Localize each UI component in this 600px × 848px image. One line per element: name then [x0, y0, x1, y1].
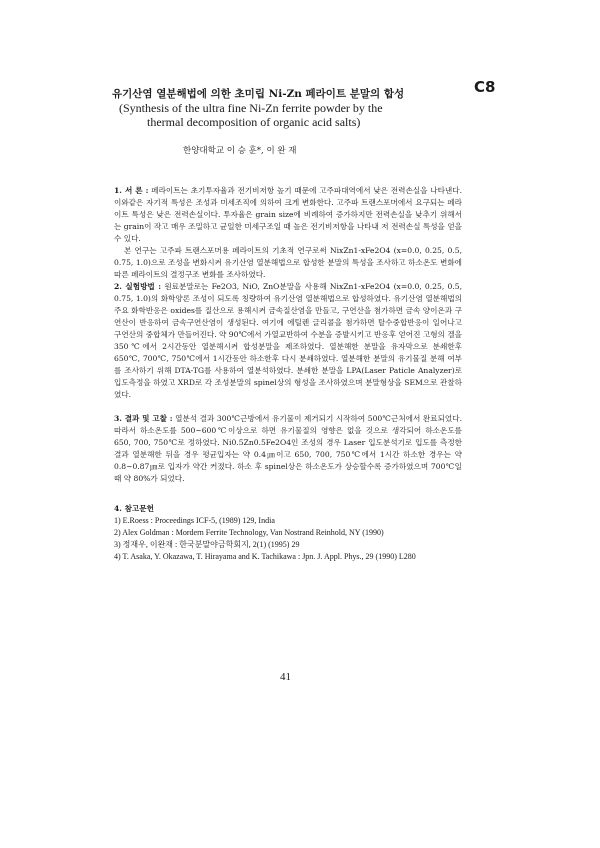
intro-text: 페라이트는 초기투자율과 전기비저항 높기 때문에 고주파대역에서 낮은 전력손실을 나타낸다. 이와같은 자기적 특성은 조성과 미세조직에 의하여 크게 변화한다. 고주파 트랜스포머에서 요구되는 페라이트 특성은 낮은 전력손실이다. 투자율은 grain size에 비례하여 증가하지만 전력손실을 낮추기 위해서는 grain이 작고 매우 조밀하고 균일한 미세구조일 때 높은 전기비저항을 나타내 저 전력손실 특성을 얻을 수 있다.	[114, 186, 463, 243]
method-paragraph	[114, 281, 462, 401]
paper-title-english	[119, 101, 479, 129]
reference-item: 2) Alex Goldman : Mordern Ferrite Technology, Van Nostrand Reinhold, NY (1990)	[114, 528, 384, 537]
paper-title-korean: 유기산염 열분해법에 의한 초미립 Ni-Zn 페라이트 분말의 합성	[112, 88, 405, 100]
reference-list	[114, 515, 462, 563]
method-heading: 2. 실험방법 :	[114, 282, 162, 291]
section-gap	[114, 401, 462, 413]
reference-item: 1) E.Roess : Proceedings ICF-5, (1989) 129, India	[114, 516, 275, 525]
result-text: 열분석 결과 300℃근방에서 유기물이 제거되기 시작하여 500℃근처에서 완료되었다. 따라서 하소온도를 500~600℃이상으로 하면 유기물질의 영향은 없을 것으로 생각되어 하소온도를 650, 700, 750℃로 정하였다. Ni0.5Zn0.5Fe2O4인 조성의 경우 Laser 입도분석기로 입도를 측정한 결과 열분해한 뒤을 경우 평균입자는 약 0.4㎛이고 650, 700, 750℃에서 1시간 하소한 경우는 약 0.8~0.87㎛로 입자가 약간 커졌다. 하소 후 spinel상은 하소온도가 상승할수록 증가하였으며 700℃일 때 약 80%가 되었다.	[114, 414, 462, 483]
method-text: 원료분말로는 Fe2O3, NiO, ZnO분말을 사용해 NixZn1-xFe2O4 (x=0.0, 0.25, 0.5, 0.75, 1.0)의 화학양론 조성이 되도록 칭량하여 유기산염 열분해법으로 합성하였다. 유기산염 열분해법의 주요 화학반응은 oxides를 질산으로 용해시켜 금속질산염을 만들고, 구연산을 첨가하면 금속 양이온과 구연산이 반응하여 금속구연산염이 생성된다. 여기에 에틸렌 글리콜을 첨가하면 탈수중합반응이 일어나고 구연산의 중합체가 만들어진다. 약 90℃에서 가열교반하여 수분을 증발시키고 반응후 얻어진 고형의 겔을 350℃에서 2시간동안 열분해시켜 합성분말을 제조하였다. 열분해한 분말을 유자막으로 분쇄한후 650℃, 700℃, 750℃에서 1시간동안 하소한후 다시 분쇄하였다. 열분해한 분말의 유기물질 분해 여부를 조사하기 위해 DTA-TG를 사용하여 열분석하였다. 분쇄한 분말을 LPA(Laser Paticle Analyzer)로 입도측정을 하였고 XRD로 각 조성분말의 spinel상의 형성을 조사하였으며 분말형상을 SEM으로 관찰하였다.	[114, 282, 462, 399]
intro-heading: 1. 서 론 :	[114, 186, 149, 195]
title-en-line-1: (Synthesis of the ultra fine Ni-Zn ferrite powder by the	[119, 101, 383, 115]
session-code: C8	[474, 78, 496, 96]
paper-body	[114, 185, 462, 563]
section-gap	[114, 485, 462, 497]
author-affiliation: 한양대학교 이 승 훈*, 이 완 재	[183, 146, 297, 156]
reference-item: 4) T. Asaka, Y. Okazawa, T. Hirayama and K. Tachikawa : Jpn. J. Appl. Phys., 29 (1990) L280	[114, 552, 416, 561]
reference-item: 3) 정재우, 이완재 : 한국분말야금학회지, 2(1) (1995) 29	[114, 540, 300, 549]
intro-paragraph	[114, 185, 462, 245]
references-heading: 4. 참고문헌	[114, 504, 154, 513]
page-number: 41	[280, 671, 291, 683]
result-heading: 3. 결과 및 고찰 :	[114, 414, 173, 423]
intro-paragraph-2: 본 연구는 고주파 트랜스포머용 페라이트의 기초적 연구로써 NixZn1-xFe2O4 (x=0.0, 0.25, 0.5, 0.75, 1.0)으로 조성을 변화시켜 유기산염 열분해법으로 합성한 분말의 특성을 조사하고 하소온도 변화에 따른 페라이트의 결정구조 변화를 조사하였다.	[114, 246, 462, 279]
title-en-line-2: thermal decomposition of organic acid salts)	[147, 115, 361, 129]
result-paragraph	[114, 413, 462, 485]
